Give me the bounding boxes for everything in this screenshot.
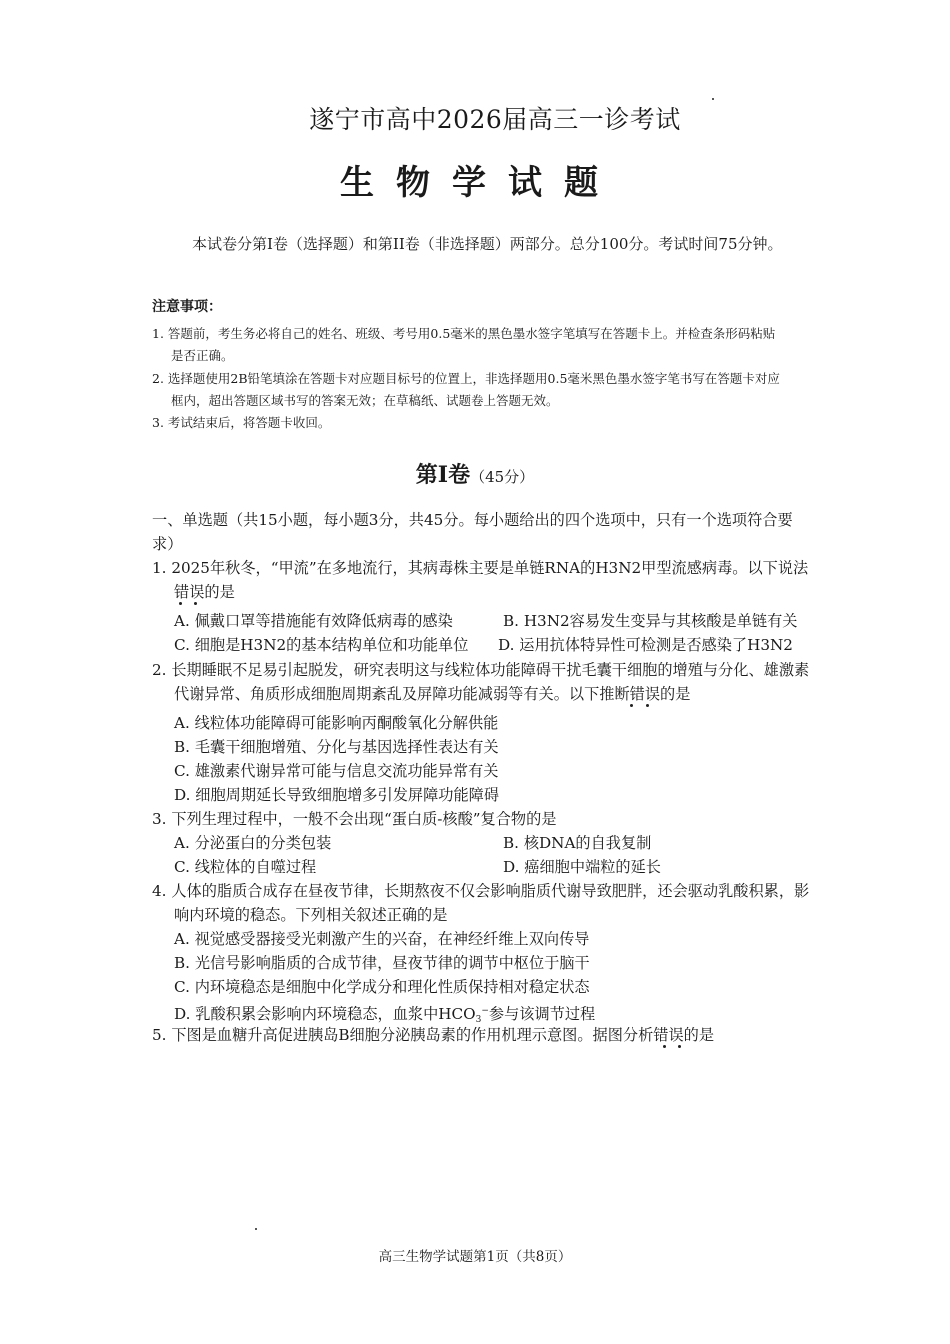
subject-title: 生物学试题	[340, 163, 620, 203]
emphasis-dot	[663, 1045, 666, 1048]
notice-item-1-line-2: 是否正确。	[171, 348, 234, 363]
question-2-option-b: B. 毛囊干细胞增殖、分化与基因选择性表达有关	[174, 738, 499, 756]
emphasis-dot	[630, 704, 633, 707]
scan-speck	[712, 98, 714, 100]
question-2-option-a: A. 线粒体功能障碍可能影响丙酮酸氧化分解供能	[174, 714, 499, 732]
question-4-option-a: A. 视觉感受器接受光刺激产生的兴奋，在神经纤维上双向传导	[174, 930, 590, 948]
notice-item-1-line-1: 1. 答题前，考生务必将自己的姓名、班级、考号用0.5毫米的黑色墨水签字笔填写在答题卡上。并检查条形码粘贴	[152, 326, 776, 341]
notice-item-2-line-2: 框内，超出答题区域书写的答案无效；在草稿纸、试题卷上答题无效。	[171, 393, 559, 408]
subscript: 3	[475, 1015, 482, 1025]
notice-item-2-line-1: 2. 选择题使用2B铅笔填涂在答题卡对应题目标号的位置上，非选择题用0.5毫米黑色墨水签字笔书写在答题卡对应	[152, 371, 780, 386]
question-1-stem-line-2: 错误的是	[174, 583, 235, 601]
question-3-option-a: A. 分泌蛋白的分类包装	[174, 834, 332, 852]
emphasis-dot	[678, 1045, 681, 1048]
emphasis-dot	[194, 602, 197, 605]
part-1-heading	[0, 458, 950, 489]
question-1-option-d: D. 运用抗体特异性可检测是否感染了H3N2	[498, 636, 793, 654]
part-1-title: 第Ⅰ卷	[415, 462, 471, 488]
question-2-stem-line-2: 代谢异常、角质形成细胞周期紊乱及屏障功能减弱等有关。以下推断错误的是	[174, 685, 691, 703]
notice-heading: 注意事项：	[152, 299, 222, 315]
question-2-option-d: D. 细胞周期延长导致细胞增多引发屏障功能障碍	[174, 786, 500, 804]
emphasis-dot	[646, 704, 649, 707]
question-2-option-c: C. 雄激素代谢异常可能与信息交流功能异常有关	[174, 762, 499, 780]
question-4-stem-line-1: 4. 人体的脂质合成存在昼夜节律，长期熬夜不仅会影响脂质代谢导致肥胖，还会驱动乳酸积累，影	[152, 882, 810, 900]
part-1-score: （45分）	[470, 468, 535, 486]
question-2-stem-line-1: 2. 长期睡眠不足易引起脱发，研究表明这与线粒体功能障碍干扰毛囊干细胞的增殖与分化、雄激素	[152, 661, 810, 679]
page-footer: 高三生物学试题第1页（共8页）	[378, 1249, 572, 1265]
exam-title: 遂宁市高中2026届高三一诊考试	[309, 105, 681, 134]
section-heading-line-1: 一、单选题（共15小题，每小题3分，共45分。每小题给出的四个选项中，只有一个选项符合要	[152, 511, 793, 529]
question-5-stem: 5. 下图是血糖升高促进胰岛B细胞分泌胰岛素的作用机理示意图。据图分析错误的是	[152, 1026, 715, 1044]
question-1-option-a: A. 佩戴口罩等措施能有效降低病毒的感染	[174, 612, 453, 630]
option-d-text: D. 乳酸积累会影响内环境稳态，血浆中HCO	[174, 1005, 476, 1023]
question-3-option-b: B. 核DNA的自我复制	[503, 834, 652, 852]
intro-paragraph: 本试卷分第Ⅰ卷（选择题）和第II卷（非选择题）两部分。总分100分。考试时间75分钟。	[192, 235, 783, 253]
question-3-stem: 3. 下列生理过程中，一般不会出现“蛋白质-核酸”复合物的是	[152, 810, 557, 828]
notice-item-3: 3. 考试结束后，将答题卡收回。	[152, 415, 331, 430]
question-1-option-b: B. H3N2容易发生变异与其核酸是单链有关	[503, 612, 798, 630]
scan-speck	[255, 1228, 257, 1230]
superscript: −	[481, 1006, 489, 1016]
option-d-text-end: 参与该调节过程	[488, 1005, 596, 1023]
question-1-option-c: C. 细胞是H3N2的基本结构单位和功能单位	[174, 636, 469, 654]
question-4-option-c: C. 内环境稳态是细胞中化学成分和理化性质保持相对稳定状态	[174, 978, 590, 996]
question-4-option-b: B. 光信号影响脂质的合成节律，昼夜节律的调节中枢位于脑干	[174, 954, 590, 972]
question-4-stem-line-2: 响内环境的稳态。下列相关叙述正确的是	[174, 906, 448, 924]
emphasis-dot	[179, 602, 182, 605]
question-3-option-c: C. 线粒体的自噬过程	[174, 858, 317, 876]
question-3-option-d: D. 癌细胞中端粒的延长	[503, 858, 661, 876]
section-heading-line-2: 求）	[152, 535, 183, 553]
question-1-stem-line-1: 1. 2025年秋冬，“甲流”在多地流行，其病毒株主要是单链RNA的H3N2甲型流感病毒。以下说法	[152, 559, 809, 577]
